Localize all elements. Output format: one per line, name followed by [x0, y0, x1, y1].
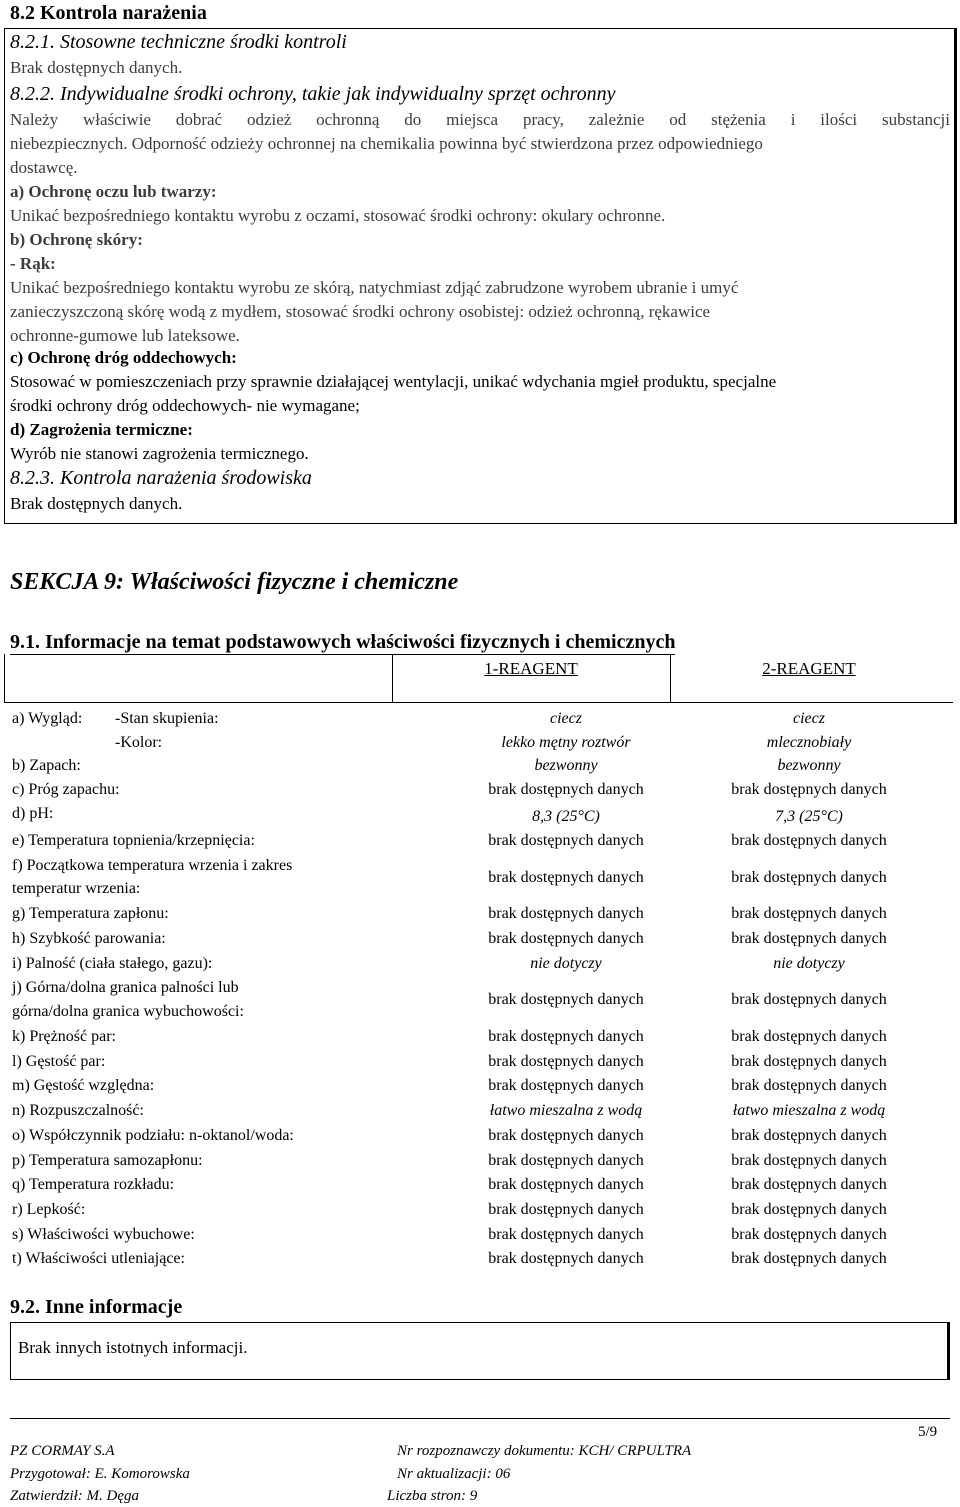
value-cell: brak dostępnych danych	[488, 930, 644, 947]
value-cell: brak dostępnych danych	[731, 832, 887, 849]
footer-rule	[10, 1418, 950, 1419]
row-label: l) Gęstość par:	[12, 1053, 106, 1070]
footer-prepared-by: Przygotował: E. Komorowska	[10, 1466, 190, 1482]
row-label: m) Gęstość względna:	[12, 1077, 155, 1094]
row-label: i) Palność (ciała stałego, gazu):	[12, 955, 213, 972]
section-8-2-2-title: 8.2.2. Indywidualne środki ochrony, takie jak indywidualny sprzęt ochronny	[10, 83, 616, 105]
value-cell: brak dostępnych danych	[488, 1077, 644, 1094]
value-cell: brak dostępnych danych	[731, 1176, 887, 1193]
row-label: temperatur wrzenia:	[12, 880, 141, 897]
section-8-2-1-title: 8.2.1. Stosowne techniczne środki kontroli	[10, 31, 347, 53]
row-label: g) Temperatura zapłonu:	[12, 905, 169, 922]
value-cell: brak dostępnych danych	[488, 1226, 644, 1243]
paragraph-line: środki ochrony dróg oddechowych- nie wymagane;	[10, 396, 360, 415]
column-header-reagent-2: 2-REAGENT	[762, 659, 856, 678]
value-cell: ciecz	[550, 710, 582, 727]
row-label: t) Właściwości utleniające:	[12, 1250, 185, 1267]
paragraph-line: niebezpiecznych. Odporność odzieży ochronnej na chemikalia powinna być stwierdzona przez odpowiedniego	[10, 134, 763, 153]
value-cell: brak dostępnych danych	[731, 991, 887, 1008]
value-cell: brak dostępnych danych	[731, 1226, 887, 1243]
value-cell: brak dostępnych danych	[731, 905, 887, 922]
row-label: d) pH:	[12, 805, 54, 822]
footer-page-count: Liczba stron: 9	[387, 1488, 478, 1504]
value-cell: brak dostępnych danych	[488, 832, 644, 849]
row-label: a) Wygląd:	[12, 710, 83, 727]
row-sublabel: -Kolor:	[115, 734, 163, 751]
hands-subheading: - Rąk:	[10, 254, 56, 273]
value-cell: brak dostępnych danych	[488, 1028, 644, 1045]
value-cell: 8,3 (25°C)	[532, 808, 600, 825]
section-8-2-3-title: 8.2.3. Kontrola narażenia środowiska	[10, 467, 312, 489]
value-cell: łatwo mieszalna z wodą	[489, 1102, 643, 1119]
section-9-2-text: Brak innych istotnych informacji.	[18, 1338, 248, 1357]
value-cell: bezwonny	[534, 757, 598, 774]
row-label: c) Próg zapachu:	[12, 781, 120, 798]
footer-doc-number: Nr rozpoznawczy dokumentu: KCH/ CRPULTRA	[397, 1443, 692, 1459]
column-header-reagent-1: 1-REAGENT	[484, 659, 578, 678]
value-cell: brak dostępnych danych	[731, 1053, 887, 1070]
value-cell: brak dostępnych danych	[731, 1127, 887, 1144]
section-8-2-1-text: Brak dostępnych danych.	[10, 58, 183, 77]
value-cell: nie dotyczy	[530, 955, 602, 972]
value-cell: nie dotyczy	[773, 955, 845, 972]
row-label: j) Górna/dolna granica palności lub	[12, 979, 239, 996]
thermal-hazards-text: Wyrób nie stanowi zagrożenia termicznego.	[10, 444, 309, 463]
row-sublabel: -Stan skupienia:	[115, 710, 219, 727]
value-cell: brak dostępnych danych	[731, 1250, 887, 1267]
row-label: b) Zapach:	[12, 757, 81, 774]
row-label: p) Temperatura samozapłonu:	[12, 1152, 203, 1169]
value-cell: brak dostępnych danych	[731, 930, 887, 947]
row-label: f) Początkowa temperatura wrzenia i zakres	[12, 857, 293, 874]
value-cell: brak dostępnych danych	[731, 1028, 887, 1045]
value-cell: brak dostępnych danych	[731, 1077, 887, 1094]
paragraph-line: dostawcę.	[10, 158, 78, 177]
table-line	[4, 654, 5, 703]
footer-approved-by: Zatwierdził: M. Dęga	[10, 1488, 140, 1504]
section-9-1-title: 9.1. Informacje na temat podstawowych właściwości fizycznych i chemicznych	[10, 631, 676, 653]
footer-update-number: Nr aktualizacji: 06	[397, 1466, 511, 1482]
section-8-2-3-text: Brak dostępnych danych.	[10, 494, 183, 513]
section-9-title: SEKCJA 9: Właściwości fizyczne i chemiczne	[10, 569, 459, 595]
value-cell: brak dostępnych danych	[488, 781, 644, 798]
value-cell: mlecznobiały	[766, 734, 852, 751]
value-cell: brak dostępnych danych	[731, 1201, 887, 1218]
value-cell: bezwonny	[777, 757, 841, 774]
table-line	[4, 702, 953, 703]
paragraph-line: Stosować w pomieszczeniach przy sprawnie działającej wentylacji, unikać wdychania mgieł produktu, specjalne	[10, 372, 777, 391]
value-cell: 7,3 (25°C)	[775, 808, 843, 825]
value-cell: lekko mętny roztwór	[501, 734, 631, 751]
value-cell: brak dostępnych danych	[731, 869, 887, 886]
value-cell: łatwo mieszalna z wodą	[732, 1102, 886, 1119]
value-cell: brak dostępnych danych	[488, 1201, 644, 1218]
row-label: e) Temperatura topnienia/krzepnięcia:	[12, 832, 255, 849]
eye-protection-text: Unikać bezpośredniego kontaktu wyrobu z oczami, stosować środki ochrony: okulary ochronne.	[10, 206, 666, 225]
value-cell: brak dostępnych danych	[488, 1176, 644, 1193]
paragraph-line: Należy właściwie dobrać odzież ochronną do miejsca pracy, zależnie od stężenia i ilości substancji	[10, 110, 950, 129]
paragraph-line: ochronne-gumowe lub lateksowe.	[10, 326, 240, 345]
eye-protection-heading: a) Ochronę oczu lub twarzy:	[10, 182, 217, 201]
value-cell: brak dostępnych danych	[488, 1250, 644, 1267]
row-label: s) Właściwości wybuchowe:	[12, 1226, 195, 1243]
row-label: górna/dolna granica wybuchowości:	[12, 1003, 244, 1020]
thermal-hazards-heading: d) Zagrożenia termiczne:	[10, 420, 193, 439]
footer-company: PZ CORMAY S.A	[10, 1443, 115, 1459]
row-label: o) Współczynnik podziału: n-oktanol/woda:	[12, 1127, 294, 1144]
respiratory-protection-heading: c) Ochronę dróg oddechowych:	[10, 348, 237, 367]
paragraph-line: Unikać bezpośredniego kontaktu wyrobu ze skórą, natychmiast zdjąć zabrudzone wyrobem ubranie i umyć	[10, 278, 739, 297]
value-cell: brak dostępnych danych	[488, 1152, 644, 1169]
row-label: q) Temperatura rozkładu:	[12, 1176, 175, 1193]
value-cell: brak dostępnych danych	[488, 1053, 644, 1070]
value-cell: brak dostępnych danych	[488, 1127, 644, 1144]
value-cell: brak dostępnych danych	[488, 905, 644, 922]
value-cell: brak dostępnych danych	[731, 1152, 887, 1169]
section-8-2-title: 8.2 Kontrola narażenia	[10, 2, 207, 24]
paragraph-line: zanieczyszczoną skórę wodą z mydłem, stosować środki ochrony osobistej: odzież ochronną, rękawice	[10, 302, 711, 321]
row-label: k) Prężność par:	[12, 1028, 116, 1045]
row-label: r) Lepkość:	[12, 1201, 86, 1218]
value-cell: ciecz	[793, 710, 825, 727]
value-cell: brak dostępnych danych	[488, 869, 644, 886]
page-number: 5/9	[918, 1424, 938, 1440]
skin-protection-heading: b) Ochronę skóry:	[10, 230, 143, 249]
value-cell: brak dostępnych danych	[488, 991, 644, 1008]
row-label: h) Szybkość parowania:	[12, 930, 166, 947]
value-cell: brak dostępnych danych	[731, 781, 887, 798]
section-9-2-title: 9.2. Inne informacje	[10, 1296, 183, 1318]
row-label: n) Rozpuszczalność:	[12, 1102, 144, 1119]
